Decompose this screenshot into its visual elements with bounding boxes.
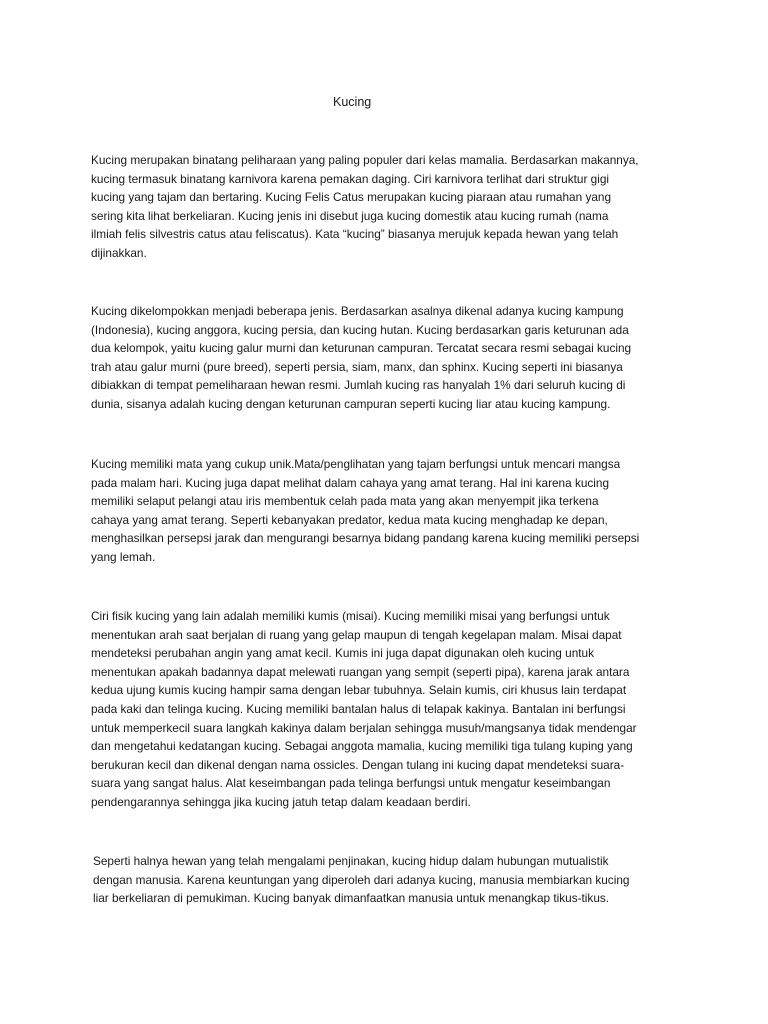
paragraph-line: menentukan arah saat berjalan di ruang yang gelap maupun di tengah kegelapan malam. Misai dapat xyxy=(91,627,622,642)
paragraph-line: Kucing dikelompokkan menjadi beberapa jenis. Berdasarkan asalnya dikenal adanya kucing kampung xyxy=(91,304,624,318)
paragraph-line: menentukan apakah badannya dapat melewati ruangan yang sempit (seperti pipa), karena jarak antara xyxy=(91,664,630,679)
paragraph-line: Ciri fisik kucing yang lain adalah memiliki kumis (misai). Kucing memiliki misai yang berfungsi untuk xyxy=(91,609,610,623)
paragraph-line: cahaya yang amat terang. Seperti kebanyakan predator, kedua mata kucing menghadap ke depan, xyxy=(91,512,608,527)
paragraph-line: menghasilkan persepsi jarak dan mengurangi besarnya bidang pandang karena kucing memiliki persepsi xyxy=(91,531,640,546)
document-title: Kucing xyxy=(333,95,372,109)
paragraph-line: suara yang sangat halus. Alat keseimbangan pada telinga berfungsi untuk mengatur keseimbangan xyxy=(91,776,611,791)
paragraph-line: liar berkeliaran di pemukiman. Kucing banyak dimanfaatkan manusia untuk menangkap tikus-tikus. xyxy=(93,891,610,906)
paragraph-line: pada kaki dan telinga kucing. Kucing memiliki bantalan halus di telapak kakinya. Bantalan ini berfungsi xyxy=(91,701,626,716)
paragraph-line: trah atau galur murni (pure breed), seperti persia, siam, manx, dan sphinx. Kucing seperti ini biasanya xyxy=(91,359,623,374)
paragraph-line: pada malam hari. Kucing juga dapat melihat dalam cahaya yang amat terang. Hal ini karena kucing xyxy=(91,475,610,490)
paragraph xyxy=(91,302,631,414)
paragraph-line: dengan manusia. Karena keuntungan yang diperoleh dari adanya kucing, manusia membiarkan kucing xyxy=(93,872,630,887)
paragraph-line: sering kita lihat berkeliaran. Kucing jenis ini disebut juga kucing domestik atau kucing rumah (nama xyxy=(91,208,609,223)
paragraph-line: (Indonesia), kucing anggora, kucing persia, dan kucing hutan. Kucing berdasarkan garis keturunan ada xyxy=(91,322,629,337)
paragraph-line: dua kelompok, yaitu kucing galur murni dan keturunan campuran. Tercatat secara resmi sebagai kucing xyxy=(91,341,632,356)
paragraph-line: Kucing memiliki mata yang cukup unik.Mata/penglihatan yang tajam berfungsi untuk mencari mangsa xyxy=(91,457,621,471)
paragraph-line: untuk memperkecil suara langkah kakinya dalam berjalan sehingga musuh/mangsanya tidak mendengar xyxy=(91,720,637,735)
paragraph-line: mendeteksi perubahan angin yang amat kecil. Kumis ini juga dapat digunakan oleh kucing untuk xyxy=(91,646,595,661)
paragraph-line: berukuran kecil dan dikenal dengan nama ossicles. Dengan tulang ini kucing dapat mendeteksi suara- xyxy=(91,757,625,772)
paragraph xyxy=(93,852,629,908)
paragraph xyxy=(91,607,637,812)
paragraph-line: Kucing merupakan binatang peliharaan yang paling populer dari kelas mamalia. Berdasarkan makannya, xyxy=(91,153,639,167)
paragraph-line: ilmiah felis silvestris catus atau feliscatus). Kata “kucing” biasanya merujuk kepada hewan yang telah xyxy=(91,227,619,242)
paragraph-line: kucing termasuk binatang karnivora karena pemakan daging. Ciri karnivora terlihat dari struktur gigi xyxy=(91,171,610,186)
paragraph-line: kucing yang tajam dan bertaring. Kucing Felis Catus merupakan kucing piaraan atau rumahan yang xyxy=(91,190,612,205)
paragraph-line: dunia, sisanya adalah kucing dengan keturunan campuran seperti kucing liar atau kucing kampung. xyxy=(91,396,611,411)
paragraph-line: dibiakkan di tempat pemeliharaan hewan resmi. Jumlah kucing ras hanyalah 1% dari seluruh kucing di xyxy=(91,378,626,393)
paragraph xyxy=(91,455,639,567)
paragraph-line: memiliki selaput pelangi atau iris membentuk celah pada mata yang akan menyempit jika terkena xyxy=(91,494,599,509)
paragraph-line: pendengarannya sehingga jika kucing jatuh tetap dalam keadaan berdiri. xyxy=(91,794,471,809)
paragraph-line: Seperti halnya hewan yang telah mengalami penjinakan, kucing hidup dalam hubungan mutualistik xyxy=(93,854,609,868)
paragraph-line: yang lemah. xyxy=(91,549,156,564)
paragraph-line: dan mengetahui kedatangan kucing. Sebagai anggota mamalia, kucing memiliki tiga tulang kuping yang xyxy=(91,739,633,754)
paragraph-line: dijinakkan. xyxy=(91,245,147,260)
paragraph xyxy=(91,151,639,263)
paragraph-line: kedua ujung kumis kucing hampir sama dengan lebar tubuhnya. Selain kumis, ciri khusus lain terdapat xyxy=(91,683,627,698)
